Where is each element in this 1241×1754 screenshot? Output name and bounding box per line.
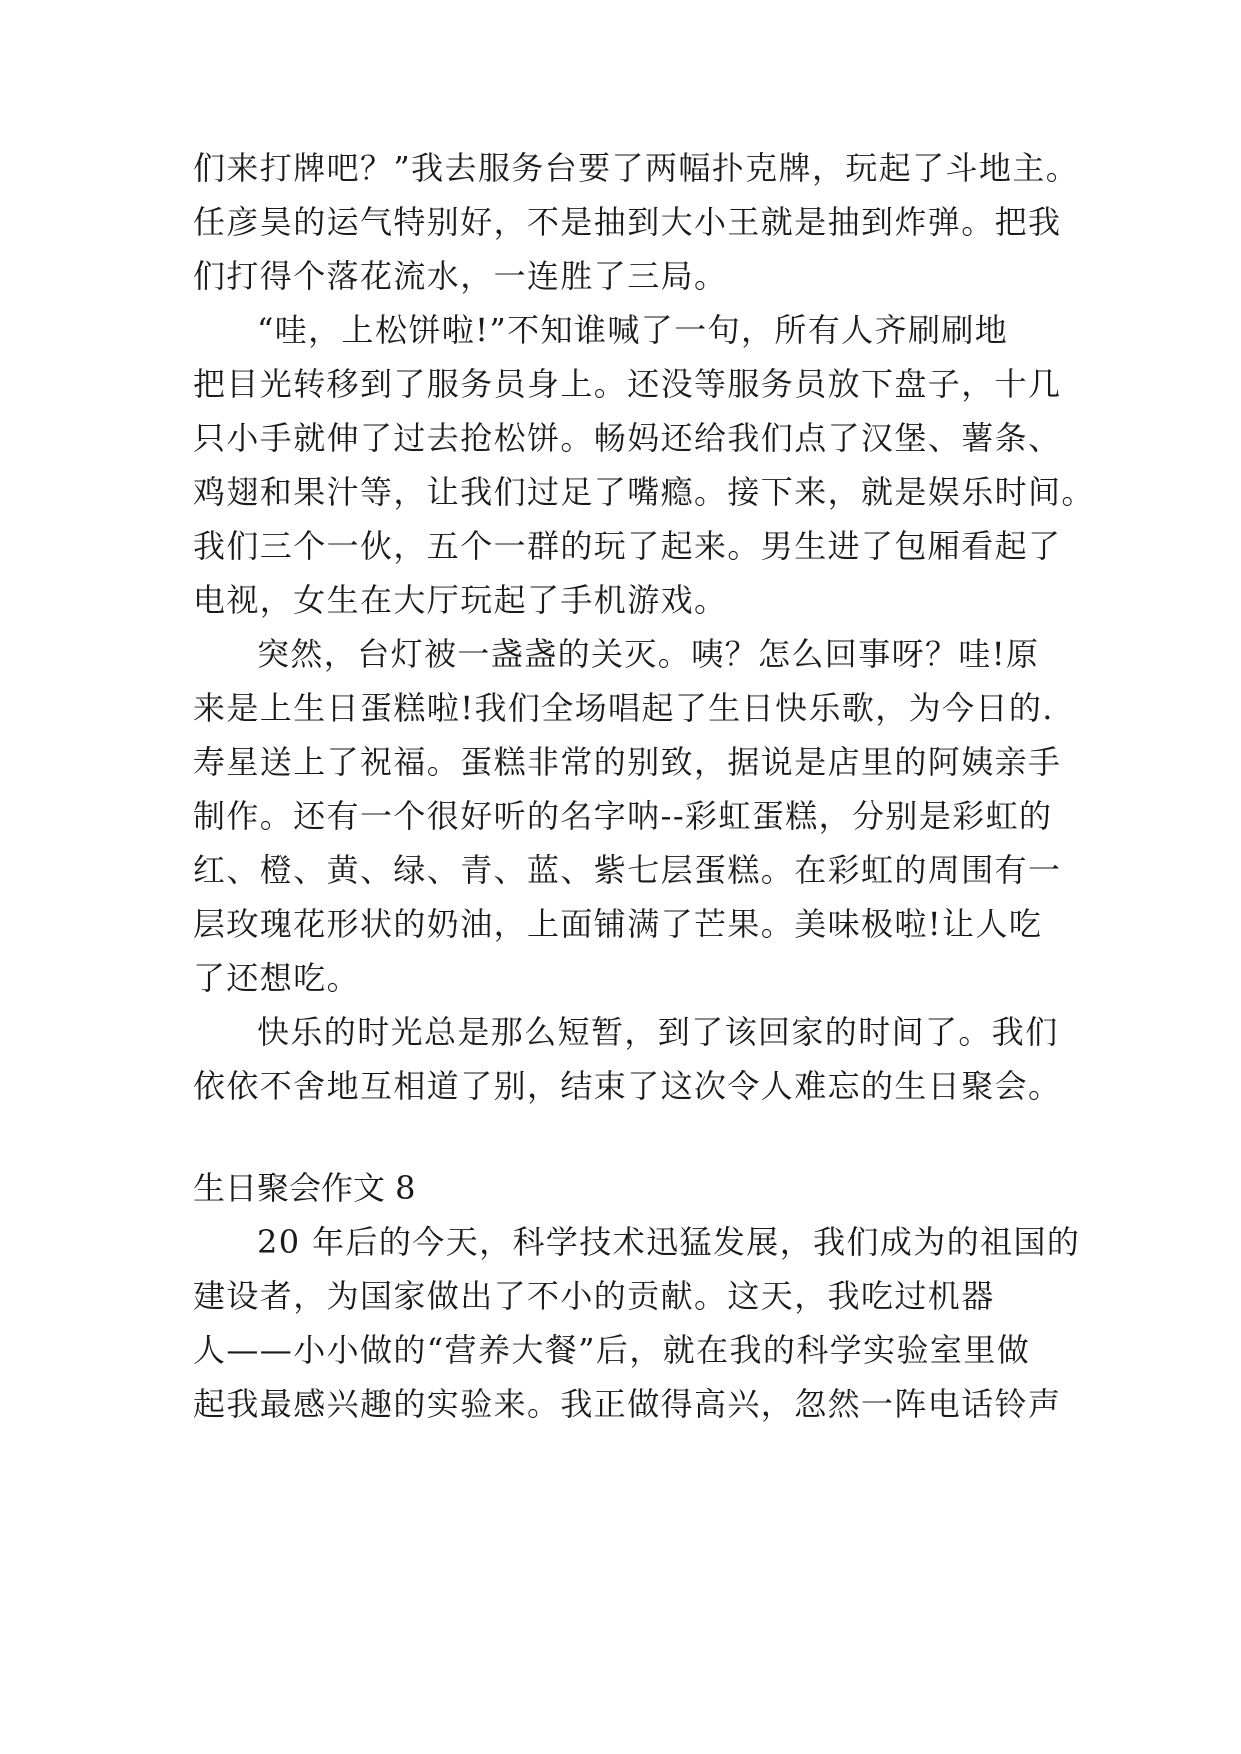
paragraph-line: “哇，上松饼啦!”不知谁喊了一句，所有人齐刷刷地	[257, 311, 1009, 349]
paragraph-line: 人——小小做的“营养大餐”后，就在我的科学实验室里做	[193, 1331, 1031, 1369]
paragraph-line: 了还想吃。	[193, 959, 361, 997]
paragraph-line: 们来打牌吧？”我去服务台要了两幅扑克牌，玩起了斗地主。	[193, 149, 1080, 187]
paragraph-line: 制作。还有一个很好听的名字呐--彩虹蛋糕，分别是彩虹的	[193, 797, 1053, 835]
paragraph-line: 任彦昊的运气特别好，不是抽到大小王就是抽到炸弹。把我	[193, 203, 1062, 241]
paragraph-line: 依依不舍地互相道了别，结束了这次令人难忘的生日聚会。	[193, 1067, 1062, 1105]
paragraph-line: 层玫瑰花形状的奶油，上面铺满了芒果。美味极啦!让人吃	[193, 905, 1043, 943]
paragraph-line: 我们三个一伙，五个一群的玩了起来。男生进了包厢看起了	[193, 527, 1062, 565]
paragraph-line: 建设者，为国家做出了不小的贡献。这天，我吃过机器	[193, 1277, 995, 1315]
paragraph-line: 们打得个落花流水，一连胜了三局。	[193, 257, 728, 295]
paragraph-line: 只小手就伸了过去抢松饼。畅妈还给我们点了汉堡、薯条、	[193, 419, 1062, 457]
paragraph-line: 鸡翅和果汁等，让我们过足了嘴瘾。接下来，就是娱乐时间。	[193, 473, 1095, 511]
paragraph-line: 电视，女生在大厅玩起了手机游戏。	[193, 581, 728, 619]
section-heading: 生日聚会作文 8	[193, 1169, 416, 1207]
paragraph-line: 起我最感兴趣的实验来。我正做得高兴，忽然一阵电话铃声	[193, 1385, 1062, 1423]
paragraph-line: 来是上生日蛋糕啦!我们全场唱起了生日快乐歌，为今日的.	[193, 689, 1054, 727]
paragraph-line: 20 年后的今天，科学技术迅猛发展，我们成为的祖国的	[257, 1223, 1081, 1261]
paragraph-line: 把目光转移到了服务员身上。还没等服务员放下盘子，十几	[193, 365, 1062, 403]
paragraph-line: 突然，台灯被一盏盏的关灭。咦？怎么回事呀？哇!原	[257, 635, 1040, 673]
paragraph-line: 寿星送上了祝福。蛋糕非常的别致，据说是店里的阿姨亲手	[193, 743, 1062, 781]
paragraph-line: 红、橙、黄、绿、青、蓝、紫七层蛋糕。在彩虹的周围有一	[193, 851, 1062, 889]
paragraph-line: 快乐的时光总是那么短暂，到了该回家的时间了。我们	[257, 1013, 1059, 1051]
